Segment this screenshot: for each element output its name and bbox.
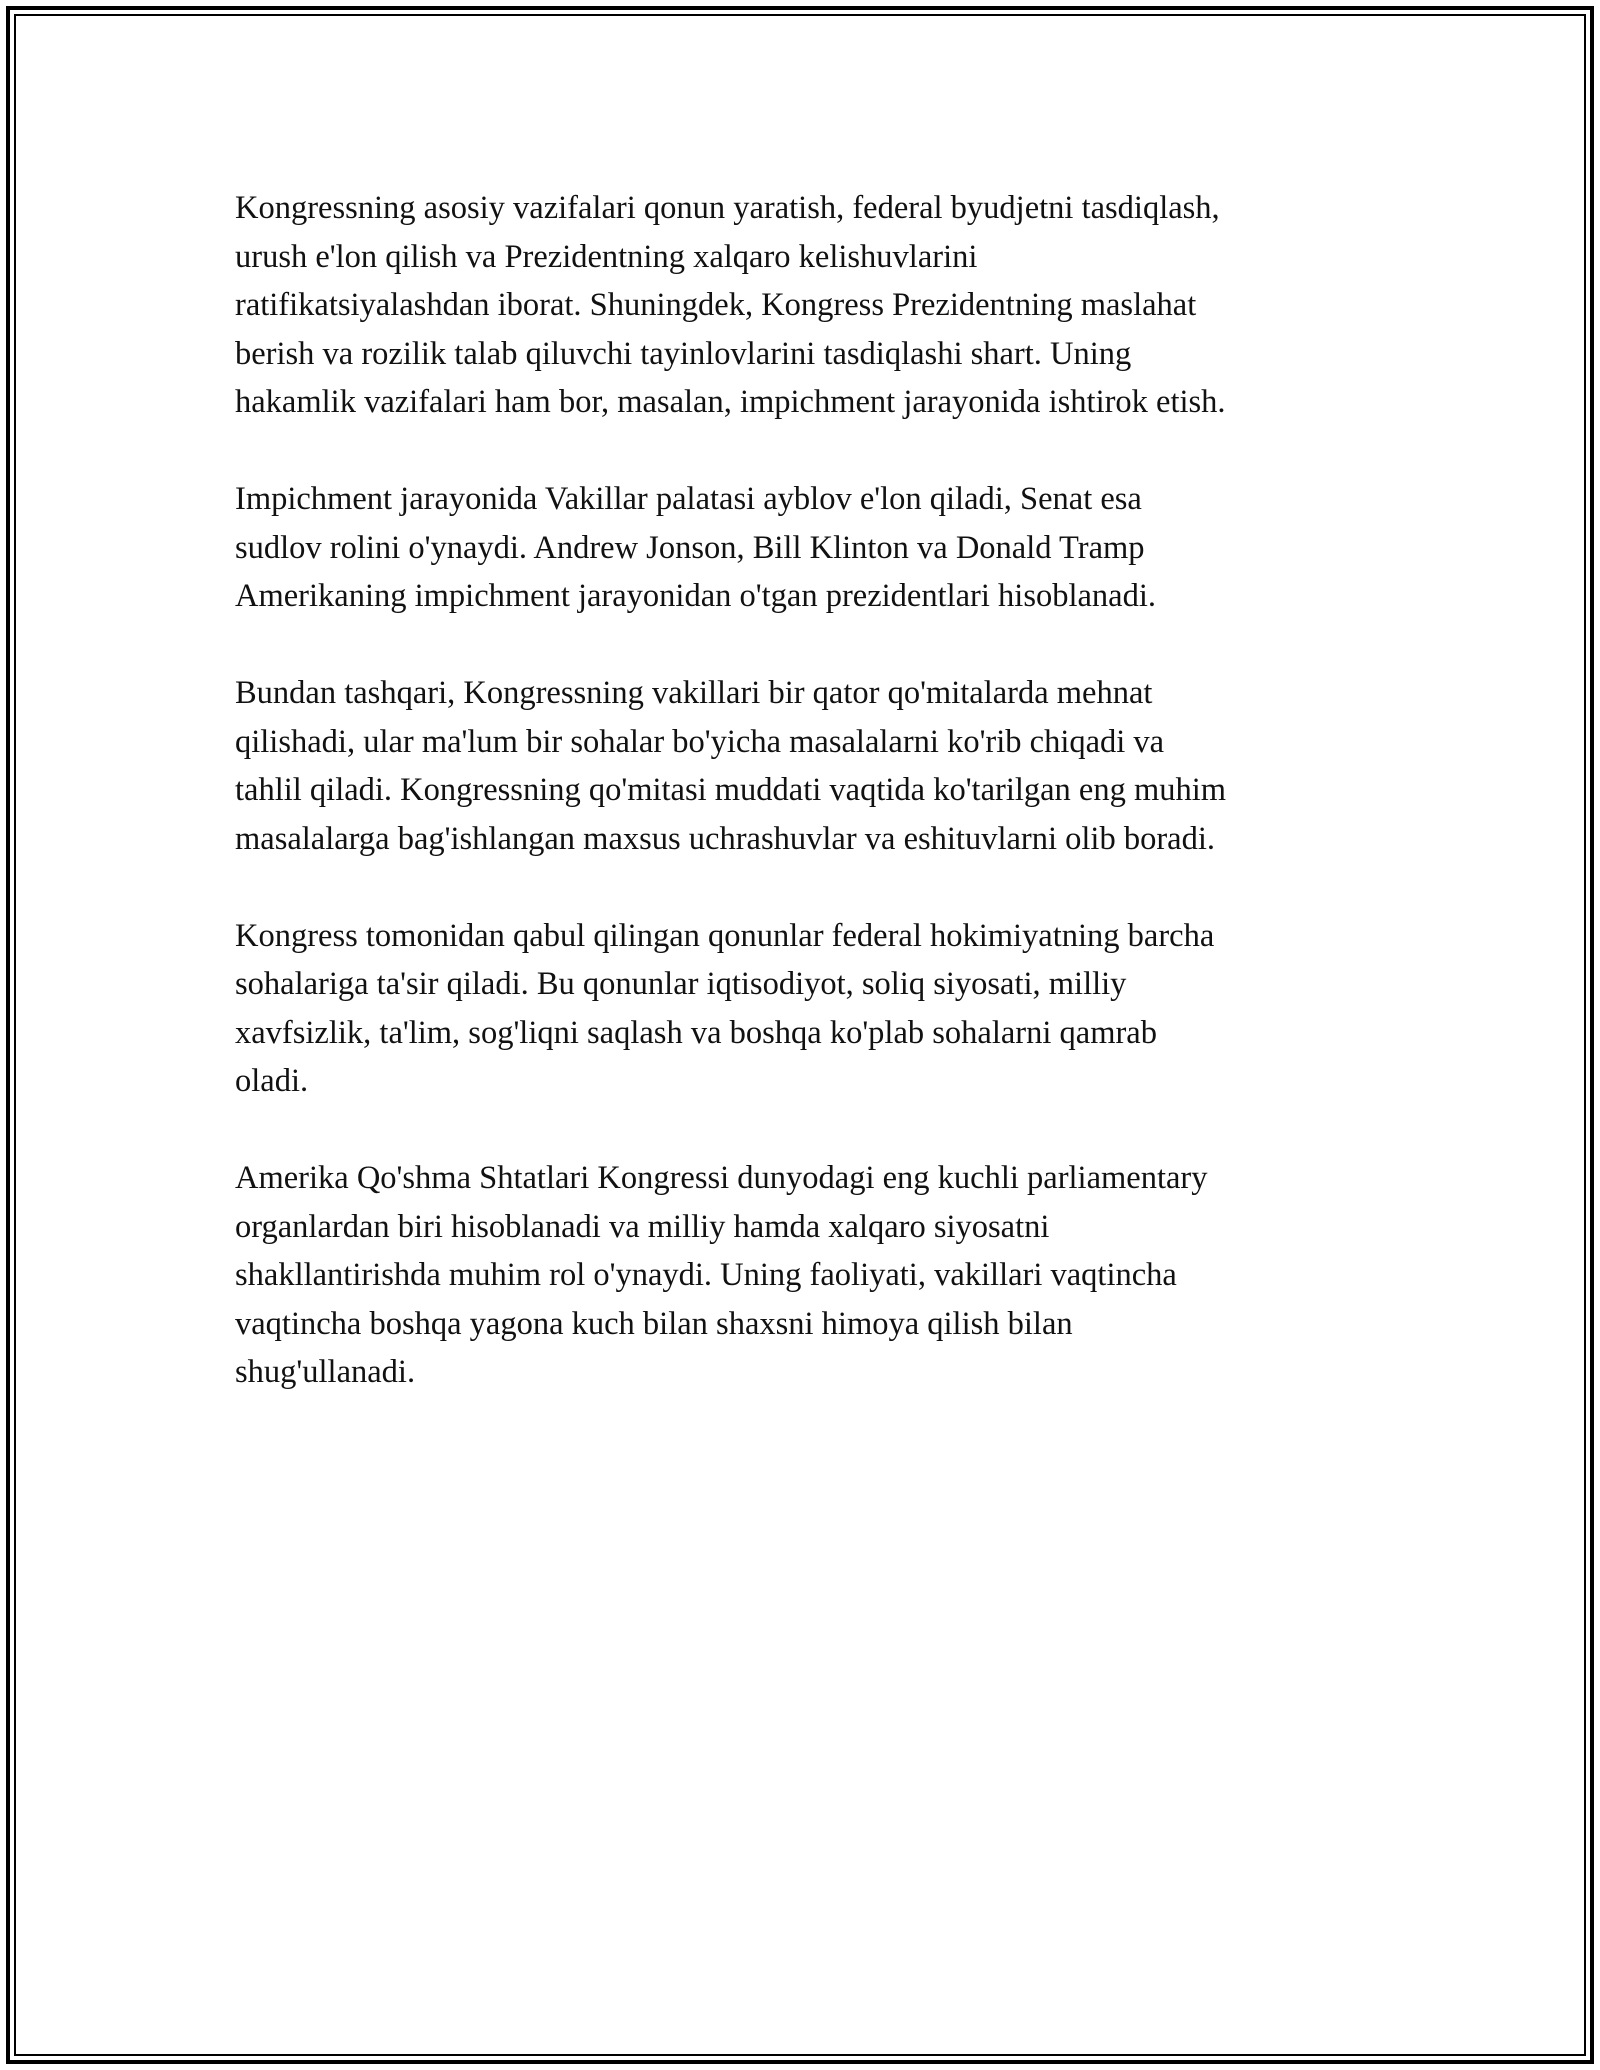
paragraph-congress-duties: Kongressning asosiy vazifalari qonun yaratish, federal byudjetni tasdiqlash, urush e'lon qilish va Prezidentning xalqaro kelishuvlarini ratifikatsiyalashdan iborat. Shuningdek, Kongress Prezidentning maslahat berish va rozilik talab qiluvchi tayinlovlarini tasdiqlashi shart. Uning hakamlik vazifalari ham bor, masalan, impichment jarayonida ishtirok etish. [235,190,1226,420]
paragraph-congress-role: Amerika Qo'shma Shtatlari Kongressi dunyodagi eng kuchli parliamentary organlardan biri hisoblanadi va milliy hamda xalqaro siyosatni shakllantirishda muhim rol o'ynaydi. Uning faoliyati, vakillari vaqtincha vaqtincha boshqa yagona kuch bilan shaxsni himoya qilish bilan shug'ullanadi. [235,1160,1208,1390]
paragraph-committees: Bundan tashqari, Kongressning vakillari bir qator qo'mitalarda mehnat qilishadi, ular ma'lum bir sohalar bo'yicha masalalarni ko'rib chiqadi va tahlil qiladi. Kongressning qo'mitasi muddati vaqtida ko'tarilgan eng muhim masalalarga bag'ishlangan maxsus uchrashuvlar va eshituvlarni olib boradi. [235,675,1227,857]
paragraph-impeachment: Impichment jarayonida Vakillar palatasi ayblov e'lon qiladi, Senat esa sudlov rolini o'ynaydi. Andrew Jonson, Bill Klinton va Donald Tramp Amerikaning impichment jarayonidan o'tgan prezidentlari hisoblanadi. [235,481,1156,614]
document-body [235,184,1375,1445]
paragraph-laws-impact: Kongress tomonidan qabul qilingan qonunlar federal hokimiyatning barcha sohalariga ta'sir qiladi. Bu qonunlar iqtisodiyot, soliq siyosati, milliy xavfsizlik, ta'lim, sog'liqni saqlash va boshqa ko'plab sohalarni qamrab oladi. [235,917,1215,1099]
